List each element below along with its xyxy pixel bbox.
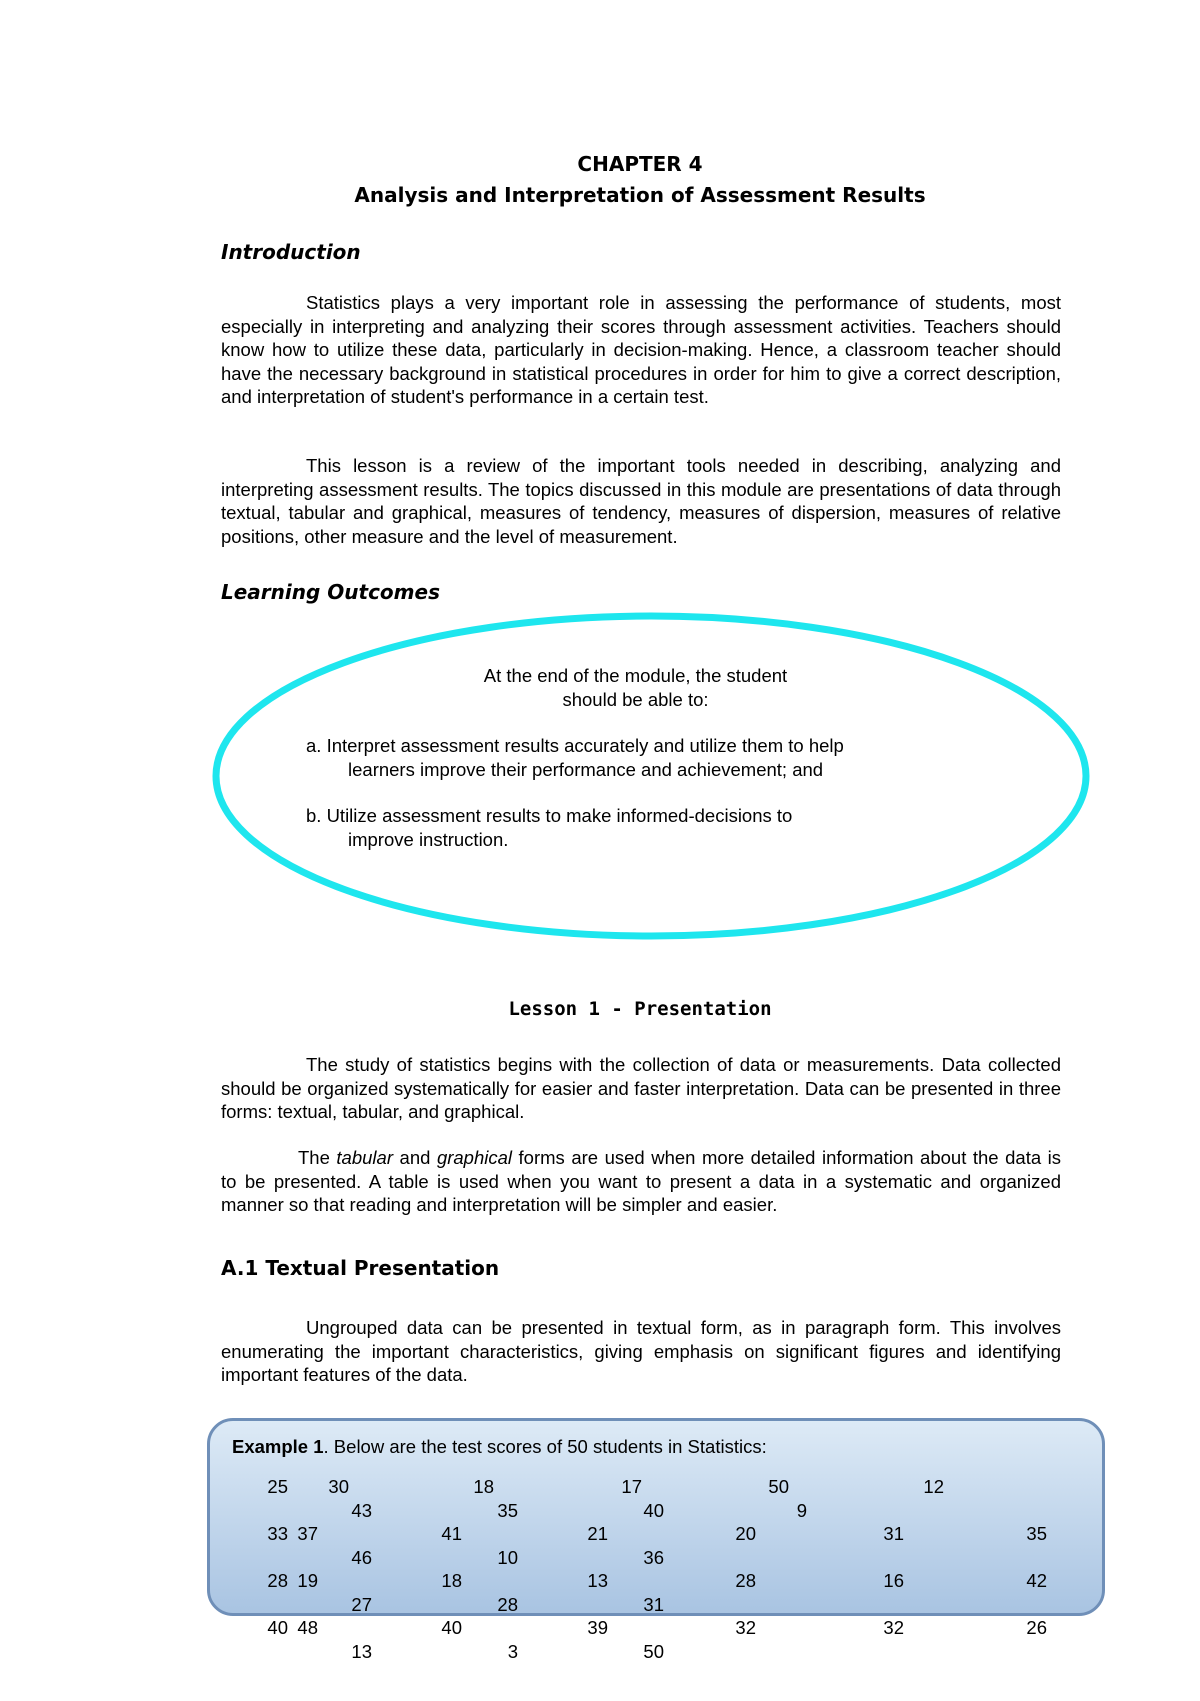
score-value: 33 bbox=[267, 1523, 288, 1544]
outcomes-intro-line-2: should be able to: bbox=[562, 688, 709, 710]
introduction-paragraph-1: Statistics plays a very important role in assessing the performance of students, most especially in interpreting and analyzing their scores through assessment activities. Teachers should know how to utilize these data, particularly in decision-making. Hence, a classroom teacher should have the necessary background in statistical procedures in order for him to give a correct description, and interpretation of student's performance in a certain test. bbox=[221, 292, 1061, 407]
score-value: 28 bbox=[497, 1594, 518, 1615]
score-value: 16 bbox=[883, 1570, 904, 1591]
score-value: 35 bbox=[497, 1500, 518, 1521]
score-value: 3 bbox=[507, 1641, 518, 1662]
score-value: 27 bbox=[351, 1594, 372, 1615]
score-value: 25 bbox=[267, 1476, 288, 1497]
score-value: 26 bbox=[1026, 1617, 1047, 1638]
score-value: 36 bbox=[643, 1547, 664, 1568]
score-value: 10 bbox=[497, 1547, 518, 1568]
example-title: Example 1. Below are the test scores of 50 students in Statistics: bbox=[232, 1436, 767, 1457]
score-value: 19 bbox=[297, 1570, 318, 1591]
score-value: 9 bbox=[796, 1500, 807, 1521]
score-value: 17 bbox=[621, 1476, 642, 1497]
lesson-title: Lesson 1 - Presentation bbox=[508, 998, 772, 1020]
learning-outcomes-ellipse bbox=[208, 608, 1094, 944]
score-value: 32 bbox=[883, 1617, 904, 1638]
score-value: 37 bbox=[297, 1523, 318, 1544]
learning-outcomes-heading: Learning Outcomes bbox=[221, 580, 440, 604]
score-value: 42 bbox=[1026, 1570, 1047, 1591]
score-value: 41 bbox=[441, 1523, 462, 1544]
score-value: 46 bbox=[351, 1547, 372, 1568]
introduction-paragraph-2: This lesson is a review of the important tools needed in describing, analyzing and interpreting assessment results. The topics discussed in this module are presentations of data through textual, tabular and graphical, measures of tendency, measures of dispersion, measures of relative positions, other measure and the level of measurement. bbox=[221, 455, 1061, 547]
example-label: Example 1 bbox=[232, 1436, 324, 1457]
score-value: 21 bbox=[587, 1523, 608, 1544]
score-value: 40 bbox=[643, 1500, 664, 1521]
score-value: 13 bbox=[351, 1641, 372, 1662]
outcome-item-b: b. Utilize assessment results to make informed-decisions to improve instruction. bbox=[306, 805, 793, 850]
textual-paragraph: Ungrouped data can be presented in textual form, as in paragraph form. This involves enumerating the important characteristics, giving emphasis on significant figures and identifying important features of the data. bbox=[221, 1317, 1061, 1385]
score-value: 31 bbox=[643, 1594, 664, 1615]
score-value: 50 bbox=[643, 1641, 664, 1662]
chapter-title: Analysis and Interpretation of Assessment Results bbox=[354, 183, 926, 207]
score-value: 18 bbox=[441, 1570, 462, 1591]
score-value: 18 bbox=[473, 1476, 494, 1497]
score-value: 40 bbox=[441, 1617, 462, 1638]
chapter-number: CHAPTER 4 bbox=[577, 152, 703, 176]
score-value: 20 bbox=[735, 1523, 756, 1544]
introduction-heading: Introduction bbox=[221, 240, 361, 264]
score-value: 35 bbox=[1026, 1523, 1047, 1544]
score-value: 28 bbox=[267, 1570, 288, 1591]
emphasis-tabular: tabular bbox=[336, 1147, 393, 1168]
score-value: 32 bbox=[735, 1617, 756, 1638]
emphasis-graphical: graphical bbox=[436, 1147, 513, 1168]
outcomes-intro-line-1: At the end of the module, the student bbox=[483, 665, 788, 686]
score-value: 43 bbox=[351, 1500, 372, 1521]
outcome-item-a: a. Interpret assessment results accurately and utilize them to help learners improve their performance and achievement; and bbox=[306, 735, 844, 780]
lesson-paragraph-2: The tabular and graphical forms are used when more detailed information about the data is to be presented. A table is used when you want to present a data in a systematic and organized manner so that reading and interpretation will be simpler and easier. bbox=[221, 1147, 1062, 1215]
score-value: 39 bbox=[587, 1617, 608, 1638]
score-value: 40 bbox=[267, 1617, 288, 1638]
textual-presentation-heading: A.1 Textual Presentation bbox=[221, 1256, 500, 1280]
score-value: 28 bbox=[735, 1570, 756, 1591]
score-value: 12 bbox=[923, 1476, 944, 1497]
score-value: 30 bbox=[328, 1476, 349, 1497]
lesson-paragraph-1: The study of statistics begins with the collection of data or measurements. Data collected should be organized systematically for easier and faster interpretation. Data can be presented in three forms: textual, tabular, and graphical. bbox=[221, 1054, 1061, 1122]
score-value: 31 bbox=[883, 1523, 904, 1544]
score-value: 13 bbox=[587, 1570, 608, 1591]
score-value: 50 bbox=[768, 1476, 789, 1497]
score-value: 48 bbox=[297, 1617, 318, 1638]
